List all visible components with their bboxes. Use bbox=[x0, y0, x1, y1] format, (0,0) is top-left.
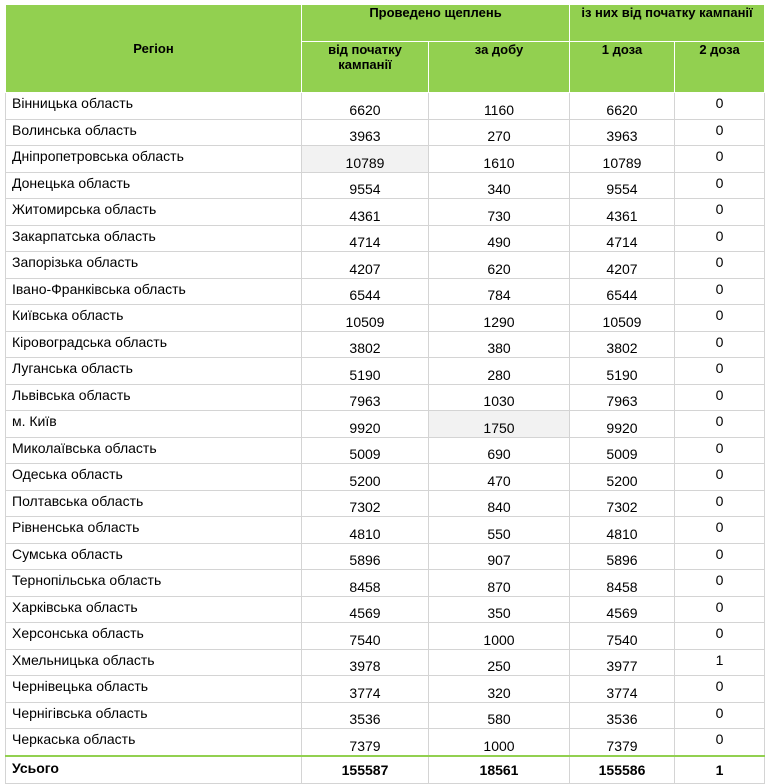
total-cell: 9920 bbox=[302, 411, 429, 438]
region-cell: Волинська область bbox=[6, 119, 302, 146]
per-day-cell: 350 bbox=[429, 596, 570, 623]
dose1-cell: 6544 bbox=[570, 278, 675, 305]
dose2-cell: 0 bbox=[675, 358, 765, 385]
region-cell: Закарпатська область bbox=[6, 225, 302, 252]
total-cell: 3963 bbox=[302, 119, 429, 146]
header-dose2: 2 доза bbox=[675, 42, 765, 93]
total-cell: 3536 bbox=[302, 702, 429, 729]
per-day-cell: 1290 bbox=[429, 305, 570, 332]
header-since-start: із них від початку кампанії bbox=[570, 5, 765, 42]
dose1-cell: 7540 bbox=[570, 623, 675, 650]
dose2-cell: 0 bbox=[675, 305, 765, 332]
table-row bbox=[6, 623, 765, 650]
dose1-cell: 10789 bbox=[570, 146, 675, 173]
total-row bbox=[6, 756, 765, 784]
total-cell: 4569 bbox=[302, 596, 429, 623]
vaccination-table bbox=[5, 4, 765, 784]
dose2-cell: 0 bbox=[675, 93, 765, 120]
dose2-cell: 0 bbox=[675, 278, 765, 305]
total-per-day-cell: 18561 bbox=[429, 756, 570, 784]
total-dose2-cell: 1 bbox=[675, 756, 765, 784]
total-cell: 7379 bbox=[302, 729, 429, 756]
total-cell: 8458 bbox=[302, 570, 429, 597]
per-day-cell: 250 bbox=[429, 649, 570, 676]
per-day-cell: 580 bbox=[429, 702, 570, 729]
per-day-cell: 690 bbox=[429, 437, 570, 464]
per-day-cell: 340 bbox=[429, 172, 570, 199]
region-cell: Харківська область bbox=[6, 596, 302, 623]
dose2-cell: 0 bbox=[675, 146, 765, 173]
per-day-cell: 730 bbox=[429, 199, 570, 226]
per-day-cell: 620 bbox=[429, 252, 570, 279]
region-cell: Черкаська область bbox=[6, 729, 302, 756]
per-day-cell: 907 bbox=[429, 543, 570, 570]
per-day-cell: 470 bbox=[429, 464, 570, 491]
dose1-cell: 5009 bbox=[570, 437, 675, 464]
region-cell: Чернігівська область bbox=[6, 702, 302, 729]
total-dose1-cell: 155586 bbox=[570, 756, 675, 784]
table-row bbox=[6, 517, 765, 544]
table-body bbox=[6, 93, 765, 784]
region-cell: Рівненська область bbox=[6, 517, 302, 544]
region-cell: Чернівецька область bbox=[6, 676, 302, 703]
region-cell: Запорізька область bbox=[6, 252, 302, 279]
table-row bbox=[6, 596, 765, 623]
table-row bbox=[6, 172, 765, 199]
dose2-cell: 0 bbox=[675, 437, 765, 464]
dose2-cell: 0 bbox=[675, 623, 765, 650]
region-cell: Кіровоградська область bbox=[6, 331, 302, 358]
region-cell: Тернопільська область bbox=[6, 570, 302, 597]
table-row bbox=[6, 649, 765, 676]
total-cell: 5190 bbox=[302, 358, 429, 385]
dose2-cell: 0 bbox=[675, 729, 765, 756]
dose2-cell: 0 bbox=[675, 119, 765, 146]
table-row bbox=[6, 146, 765, 173]
table-row bbox=[6, 305, 765, 332]
dose1-cell: 7963 bbox=[570, 384, 675, 411]
total-cell: 4207 bbox=[302, 252, 429, 279]
region-cell: Хмельницька область bbox=[6, 649, 302, 676]
dose1-cell: 3963 bbox=[570, 119, 675, 146]
dose1-cell: 8458 bbox=[570, 570, 675, 597]
dose2-cell: 1 bbox=[675, 649, 765, 676]
dose1-cell: 3774 bbox=[570, 676, 675, 703]
per-day-cell: 1000 bbox=[429, 623, 570, 650]
dose1-cell: 10509 bbox=[570, 305, 675, 332]
total-cell: 5200 bbox=[302, 464, 429, 491]
per-day-cell: 1750 bbox=[429, 411, 570, 438]
per-day-cell: 490 bbox=[429, 225, 570, 252]
dose1-cell: 4714 bbox=[570, 225, 675, 252]
dose2-cell: 0 bbox=[675, 252, 765, 279]
dose1-cell: 6620 bbox=[570, 93, 675, 120]
dose1-cell: 4207 bbox=[570, 252, 675, 279]
total-cell: 10509 bbox=[302, 305, 429, 332]
table-row bbox=[6, 119, 765, 146]
total-region-cell: Усього bbox=[6, 756, 302, 784]
header-dose1: 1 доза bbox=[570, 42, 675, 93]
total-cell: 5009 bbox=[302, 437, 429, 464]
region-cell: Дніпропетровська область bbox=[6, 146, 302, 173]
table-row bbox=[6, 331, 765, 358]
region-cell: Київська область bbox=[6, 305, 302, 332]
region-cell: Одеська область bbox=[6, 464, 302, 491]
dose2-cell: 0 bbox=[675, 702, 765, 729]
dose1-cell: 5896 bbox=[570, 543, 675, 570]
table-row bbox=[6, 93, 765, 120]
region-cell: Вінницька область bbox=[6, 93, 302, 120]
dose1-cell: 4569 bbox=[570, 596, 675, 623]
dose2-cell: 0 bbox=[675, 490, 765, 517]
table-row bbox=[6, 437, 765, 464]
total-cell: 6544 bbox=[302, 278, 429, 305]
dose2-cell: 0 bbox=[675, 199, 765, 226]
per-day-cell: 784 bbox=[429, 278, 570, 305]
region-cell: Житомирська область bbox=[6, 199, 302, 226]
dose2-cell: 0 bbox=[675, 543, 765, 570]
per-day-cell: 550 bbox=[429, 517, 570, 544]
region-cell: Сумська область bbox=[6, 543, 302, 570]
total-cell: 7540 bbox=[302, 623, 429, 650]
total-cell: 4361 bbox=[302, 199, 429, 226]
dose2-cell: 0 bbox=[675, 676, 765, 703]
region-cell: Донецька область bbox=[6, 172, 302, 199]
table-row bbox=[6, 199, 765, 226]
dose2-cell: 0 bbox=[675, 464, 765, 491]
per-day-cell: 1030 bbox=[429, 384, 570, 411]
dose2-cell: 0 bbox=[675, 517, 765, 544]
header-region: Регіон bbox=[6, 5, 302, 93]
header-from-start: від початку кампанії bbox=[302, 42, 429, 93]
region-cell: Івано-Франківська область bbox=[6, 278, 302, 305]
total-cell: 6620 bbox=[302, 93, 429, 120]
region-cell: м. Київ bbox=[6, 411, 302, 438]
region-cell: Миколаївська область bbox=[6, 437, 302, 464]
total-cell: 3978 bbox=[302, 649, 429, 676]
table-row bbox=[6, 358, 765, 385]
total-cell: 4810 bbox=[302, 517, 429, 544]
total-cell: 3774 bbox=[302, 676, 429, 703]
region-cell: Луганська область bbox=[6, 358, 302, 385]
table-row bbox=[6, 570, 765, 597]
dose2-cell: 0 bbox=[675, 172, 765, 199]
dose2-cell: 0 bbox=[675, 411, 765, 438]
per-day-cell: 1000 bbox=[429, 729, 570, 756]
total-cell: 7302 bbox=[302, 490, 429, 517]
dose2-cell: 0 bbox=[675, 225, 765, 252]
per-day-cell: 870 bbox=[429, 570, 570, 597]
dose1-cell: 4361 bbox=[570, 199, 675, 226]
total-cell: 3802 bbox=[302, 331, 429, 358]
per-day-cell: 280 bbox=[429, 358, 570, 385]
total-cell: 10789 bbox=[302, 146, 429, 173]
per-day-cell: 1160 bbox=[429, 93, 570, 120]
dose1-cell: 3536 bbox=[570, 702, 675, 729]
region-cell: Львівська область bbox=[6, 384, 302, 411]
dose1-cell: 3802 bbox=[570, 331, 675, 358]
dose1-cell: 7379 bbox=[570, 729, 675, 756]
total-cell: 9554 bbox=[302, 172, 429, 199]
total-total-cell: 155587 bbox=[302, 756, 429, 784]
dose1-cell: 7302 bbox=[570, 490, 675, 517]
per-day-cell: 320 bbox=[429, 676, 570, 703]
per-day-cell: 270 bbox=[429, 119, 570, 146]
table-row bbox=[6, 490, 765, 517]
total-cell: 5896 bbox=[302, 543, 429, 570]
dose2-cell: 0 bbox=[675, 570, 765, 597]
dose2-cell: 0 bbox=[675, 596, 765, 623]
dose2-cell: 0 bbox=[675, 384, 765, 411]
dose1-cell: 5200 bbox=[570, 464, 675, 491]
table-row bbox=[6, 464, 765, 491]
total-cell: 7963 bbox=[302, 384, 429, 411]
dose1-cell: 9554 bbox=[570, 172, 675, 199]
region-cell: Херсонська область bbox=[6, 623, 302, 650]
dose1-cell: 9920 bbox=[570, 411, 675, 438]
dose1-cell: 3977 bbox=[570, 649, 675, 676]
table-row bbox=[6, 729, 765, 756]
table-row bbox=[6, 676, 765, 703]
table-row bbox=[6, 384, 765, 411]
per-day-cell: 380 bbox=[429, 331, 570, 358]
header-vaccinations: Проведено щеплень bbox=[302, 5, 570, 42]
table-row bbox=[6, 543, 765, 570]
dose1-cell: 5190 bbox=[570, 358, 675, 385]
region-cell: Полтавська область bbox=[6, 490, 302, 517]
per-day-cell: 840 bbox=[429, 490, 570, 517]
table-row bbox=[6, 252, 765, 279]
total-cell: 4714 bbox=[302, 225, 429, 252]
table-row bbox=[6, 225, 765, 252]
table-row bbox=[6, 702, 765, 729]
table-row bbox=[6, 411, 765, 438]
dose2-cell: 0 bbox=[675, 331, 765, 358]
per-day-cell: 1610 bbox=[429, 146, 570, 173]
dose1-cell: 4810 bbox=[570, 517, 675, 544]
header-per-day: за добу bbox=[429, 42, 570, 93]
table-row bbox=[6, 278, 765, 305]
